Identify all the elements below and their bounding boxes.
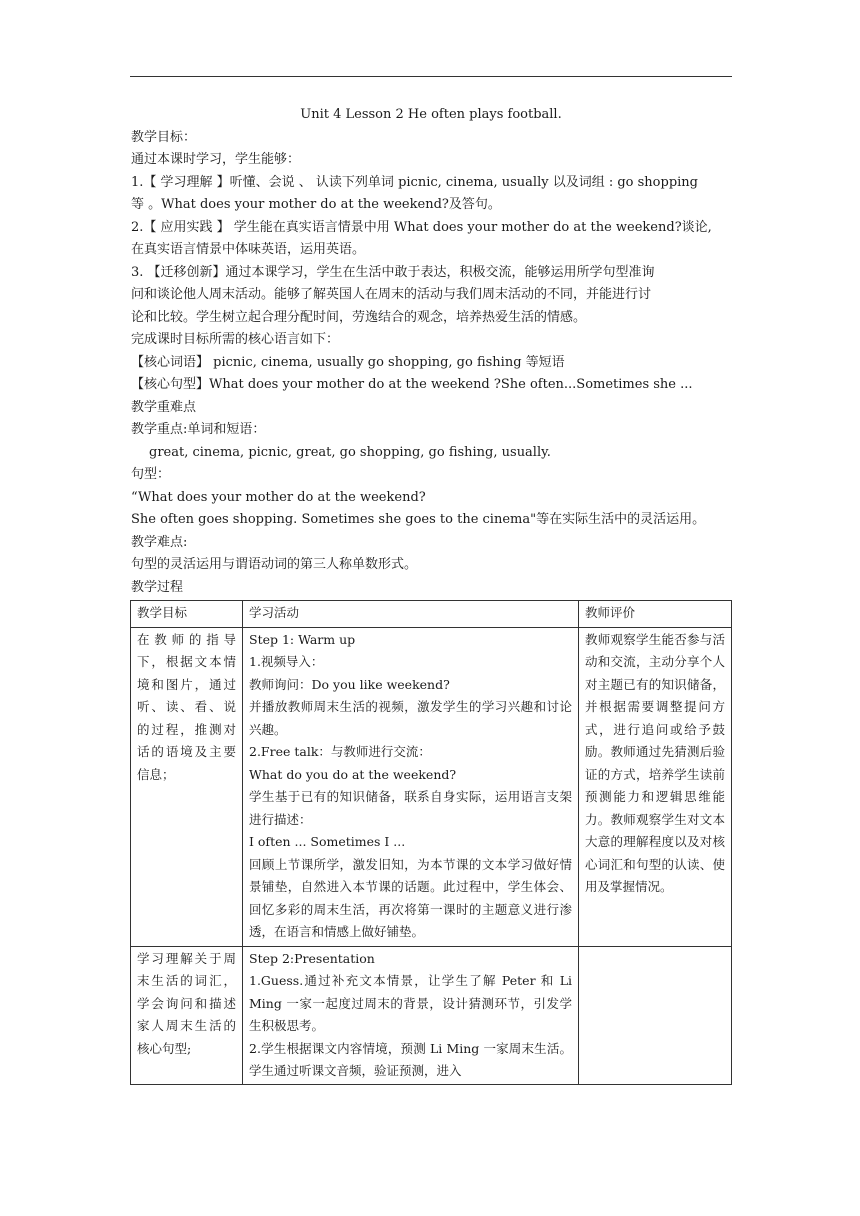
process-heading: 教学过程 — [131, 579, 184, 595]
row2-evaluation — [579, 946, 732, 1084]
objectives-heading: 教学目标： — [131, 129, 197, 145]
row1-goal: 在教师的指导下，根据文本情境和图片，通过听、读、看、说的过程，推测对话的语境及主要信息； — [131, 627, 243, 946]
activity-line: Step 2:Presentation — [249, 950, 375, 966]
objective-1: 1.【 学习理解 】听懂、会说 、 认读下列单词 picnic, cinema, usually 以及词组 : go shopping — [131, 174, 698, 190]
activity-line: 2.学生根据课文内容情境，预测 Li Ming 一家周末生活。学生通过听课文音频，验证预测，进入 — [249, 1040, 572, 1078]
activity-line: 回顾上节课所学，激发旧知，为本节课的文本学习做好情景铺垫，自然进入本节课的话题。此过程中，学生体会、回忆多彩的周末生活，再次将第一课时的主题意义进行渗透，在语言和情感上做好铺垫。 — [249, 856, 572, 939]
activity-line: What do you do at the weekend? — [249, 766, 457, 782]
process-table — [130, 600, 732, 1085]
objective-2-cont: 在真实语言情景中体味英语，运用英语。 — [131, 242, 366, 257]
lesson-title: Unit 4 Lesson 2 He often plays football. — [300, 107, 562, 122]
key-points-heading: 教学重难点 — [131, 399, 197, 415]
activity-line: 1.视频导入： — [249, 654, 324, 669]
focus-words: great, cinema, picnic, great, go shopping, go fishing, usually. — [149, 444, 551, 460]
activity-line: Step 1: Warm up — [249, 631, 356, 647]
core-language-intro: 完成课时目标所需的核心语言如下： — [131, 332, 340, 347]
table-header-row — [131, 601, 732, 628]
row2-activity-clip — [249, 948, 572, 1080]
difficulty-text: 句型的灵活运用与谓语动词的第三人称单数形式。 — [131, 557, 418, 572]
objective-3-line-3: 论和比较。学生树立起合理分配时间，劳逸结合的观念，培养热爱生活的情感。 — [131, 309, 587, 325]
core-sentences: 【核心句型】What does your mother do at the weekend ?She often...Sometimes she ... — [131, 377, 693, 392]
activity-line: 并播放教师周末生活的视频，激发学生的学习兴趣和讨论兴趣。 — [249, 699, 572, 737]
activity-line: 1.Guess.通过补充文本情景，让学生了解 Peter 和 Li Ming 一家一起度过周末的背景，设计猜测环节，引发学生积极思考。 — [249, 973, 572, 1033]
pattern-line-1: “What does your mother do at the weekend? — [131, 489, 426, 505]
objective-3-line-1: 3. 【迁移创新】通过本课学习，学生在生活中敢于表达，积极交流，能够运用所学句型准询 — [131, 264, 655, 280]
activity-line: 教师询问：Do you like weekend? — [249, 676, 450, 692]
core-words: 【核心词语】 picnic, cinema, usually go shopping, go fishing 等短语 — [131, 354, 565, 370]
column-header-evaluation: 教师评价 — [579, 601, 732, 628]
column-header-activity: 学习活动 — [243, 601, 579, 628]
table-row — [131, 946, 732, 1084]
table-row — [131, 627, 732, 946]
row1-activity — [243, 627, 579, 946]
objectives-intro: 通过本课时学习，学生能够： — [131, 152, 301, 167]
row2-goal — [131, 946, 243, 1084]
activity-line: 学生基于已有的知识储备，联系自身实际，运用语言支架进行描述： — [249, 789, 572, 827]
column-header-goal: 教学目标 — [131, 601, 243, 628]
pattern-line-2: She often goes shopping. Sometimes she goes to the cinema"等在实际生活中的灵活运用。 — [131, 512, 706, 527]
activity-line: 2.Free talk：与教师进行交流： — [249, 744, 431, 759]
objective-2: 2.【 应用实践 】 学生能在真实语言情景中用 What does your mother do at the weekend?谈论, — [131, 219, 712, 235]
objective-3-line-2: 问和谈论他人周末活动。能够了解英国人在周末的活动与我们周末活动的不同，并能进行讨 — [131, 287, 652, 302]
row2-activity — [243, 946, 579, 1084]
objective-1-cont: 等 。What does your mother do at the weekend?及答句。 — [131, 197, 501, 212]
difficulty-heading: 教学难点: — [131, 534, 188, 550]
document-body — [131, 104, 731, 599]
pattern-label: 句型： — [131, 467, 171, 482]
focus-heading: 教学重点:单词和短语： — [131, 422, 266, 437]
activity-line: I often ... Sometimes I ... — [249, 834, 406, 849]
row2-goal-text: 学习理解关于周末生活的词汇，学会询问和描述家人周末生活的核心句型; — [137, 950, 236, 1056]
header-rule — [130, 76, 732, 77]
row1-evaluation: 教师观察学生能否参与活动和交流，主动分享个人对主题已有的知识储备，并根据需要调整提问方式，进行追问或给予鼓励。教师通过先猜测后验证的方式，培养学生读前预测能力和逻辑思维能力。教师观察学生对文本大意的理解程度以及对核心词汇和句型的认读、使用及掌握情况。 — [579, 627, 732, 946]
